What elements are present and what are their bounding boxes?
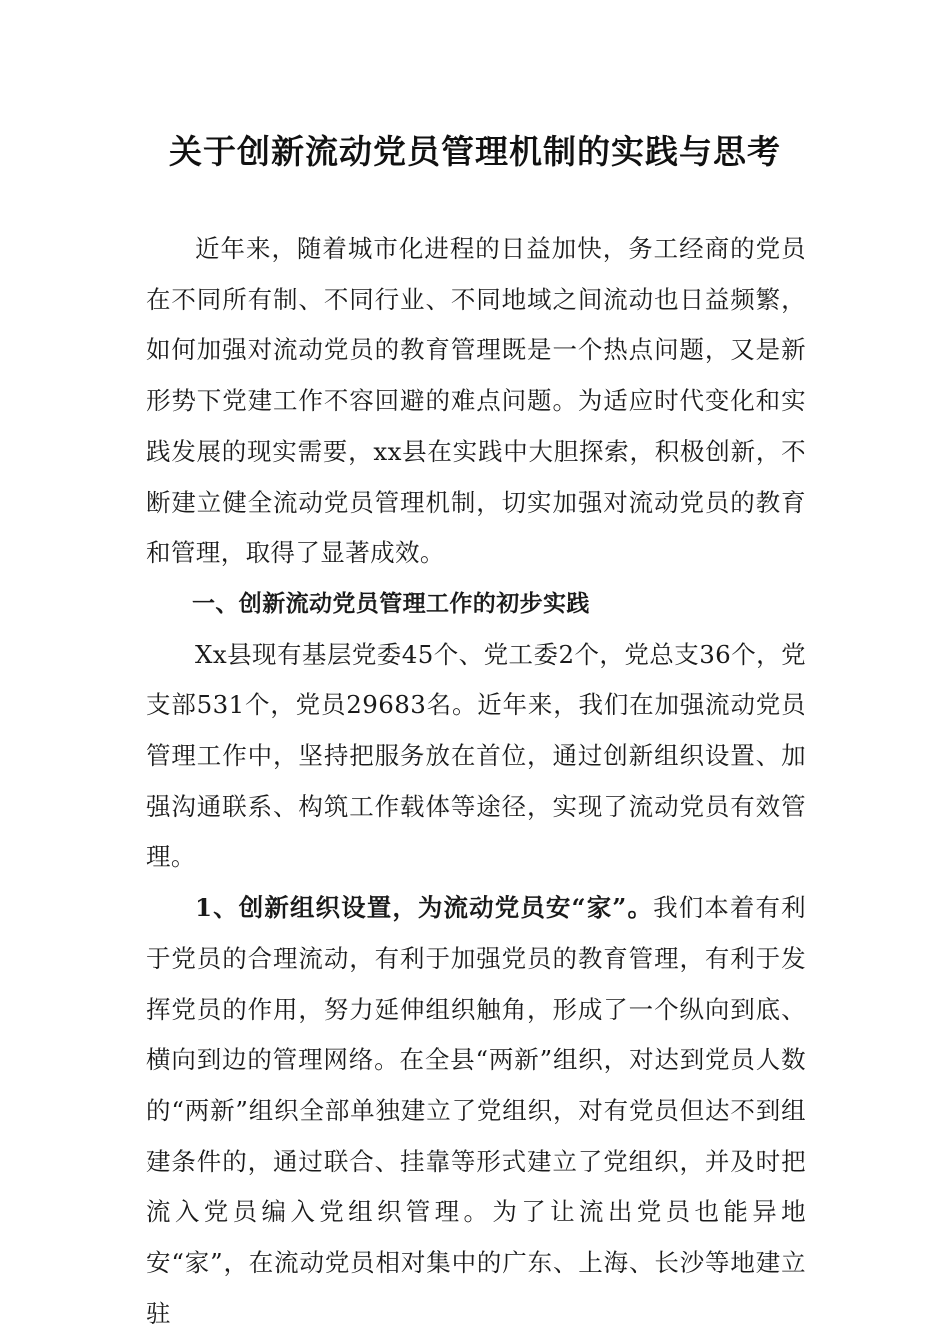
section-paragraph: Xx县现有基层党委45个、党工委2个，党总支36个，党支部531个，党员29683名。近年来，我们在加强流动党员管理工作中，坚持把服务放在首位，通过创新组织设置、加强沟通联系、构筑工作载体等途径，实现了流动党员有效管理。: [146, 639, 806, 872]
document-body: [146, 224, 806, 1339]
item-paragraph: [146, 883, 806, 1339]
section-heading: 一、创新流动党员管理工作的初步实践: [192, 590, 590, 617]
item-text: 我们本着有利于党员的合理流动，有利于加强党员的教育管理，有利于发挥党员的作用，努力延伸组织触角，形成了一个纵向到底、横向到边的管理网络。在全县“两新”组织，对达到党员人数的“两新”组织全部单独建立了党组织，对有党员但达不到组建条件的，通过联合、挂靠等形式建立了党组织，并及时把流入党员编入党组织管理。为了让流出党员也能异地安“家”，在流动党员相对集中的广东、上海、长沙等地建立驻: [146, 893, 806, 1328]
document-title: 关于创新流动党员管理机制的实践与思考: [169, 132, 781, 171]
item-lead: 1、创新组织设置，为流动党员安“家”。: [195, 893, 654, 923]
intro-paragraph: 近年来，随着城市化进程的日益加快，务工经商的党员在不同所有制、不同行业、不同地域之间流动也日益频繁，如何加强对流动党员的教育管理既是一个热点问题，又是新形势下党建工作不容回避的难点问题。为适应时代变化和实践发展的现实需要，xx县在实践中大胆探索，积极创新，不断建立健全流动党员管理机制，切实加强对流动党员的教育和管理，取得了显著成效。: [146, 234, 806, 568]
